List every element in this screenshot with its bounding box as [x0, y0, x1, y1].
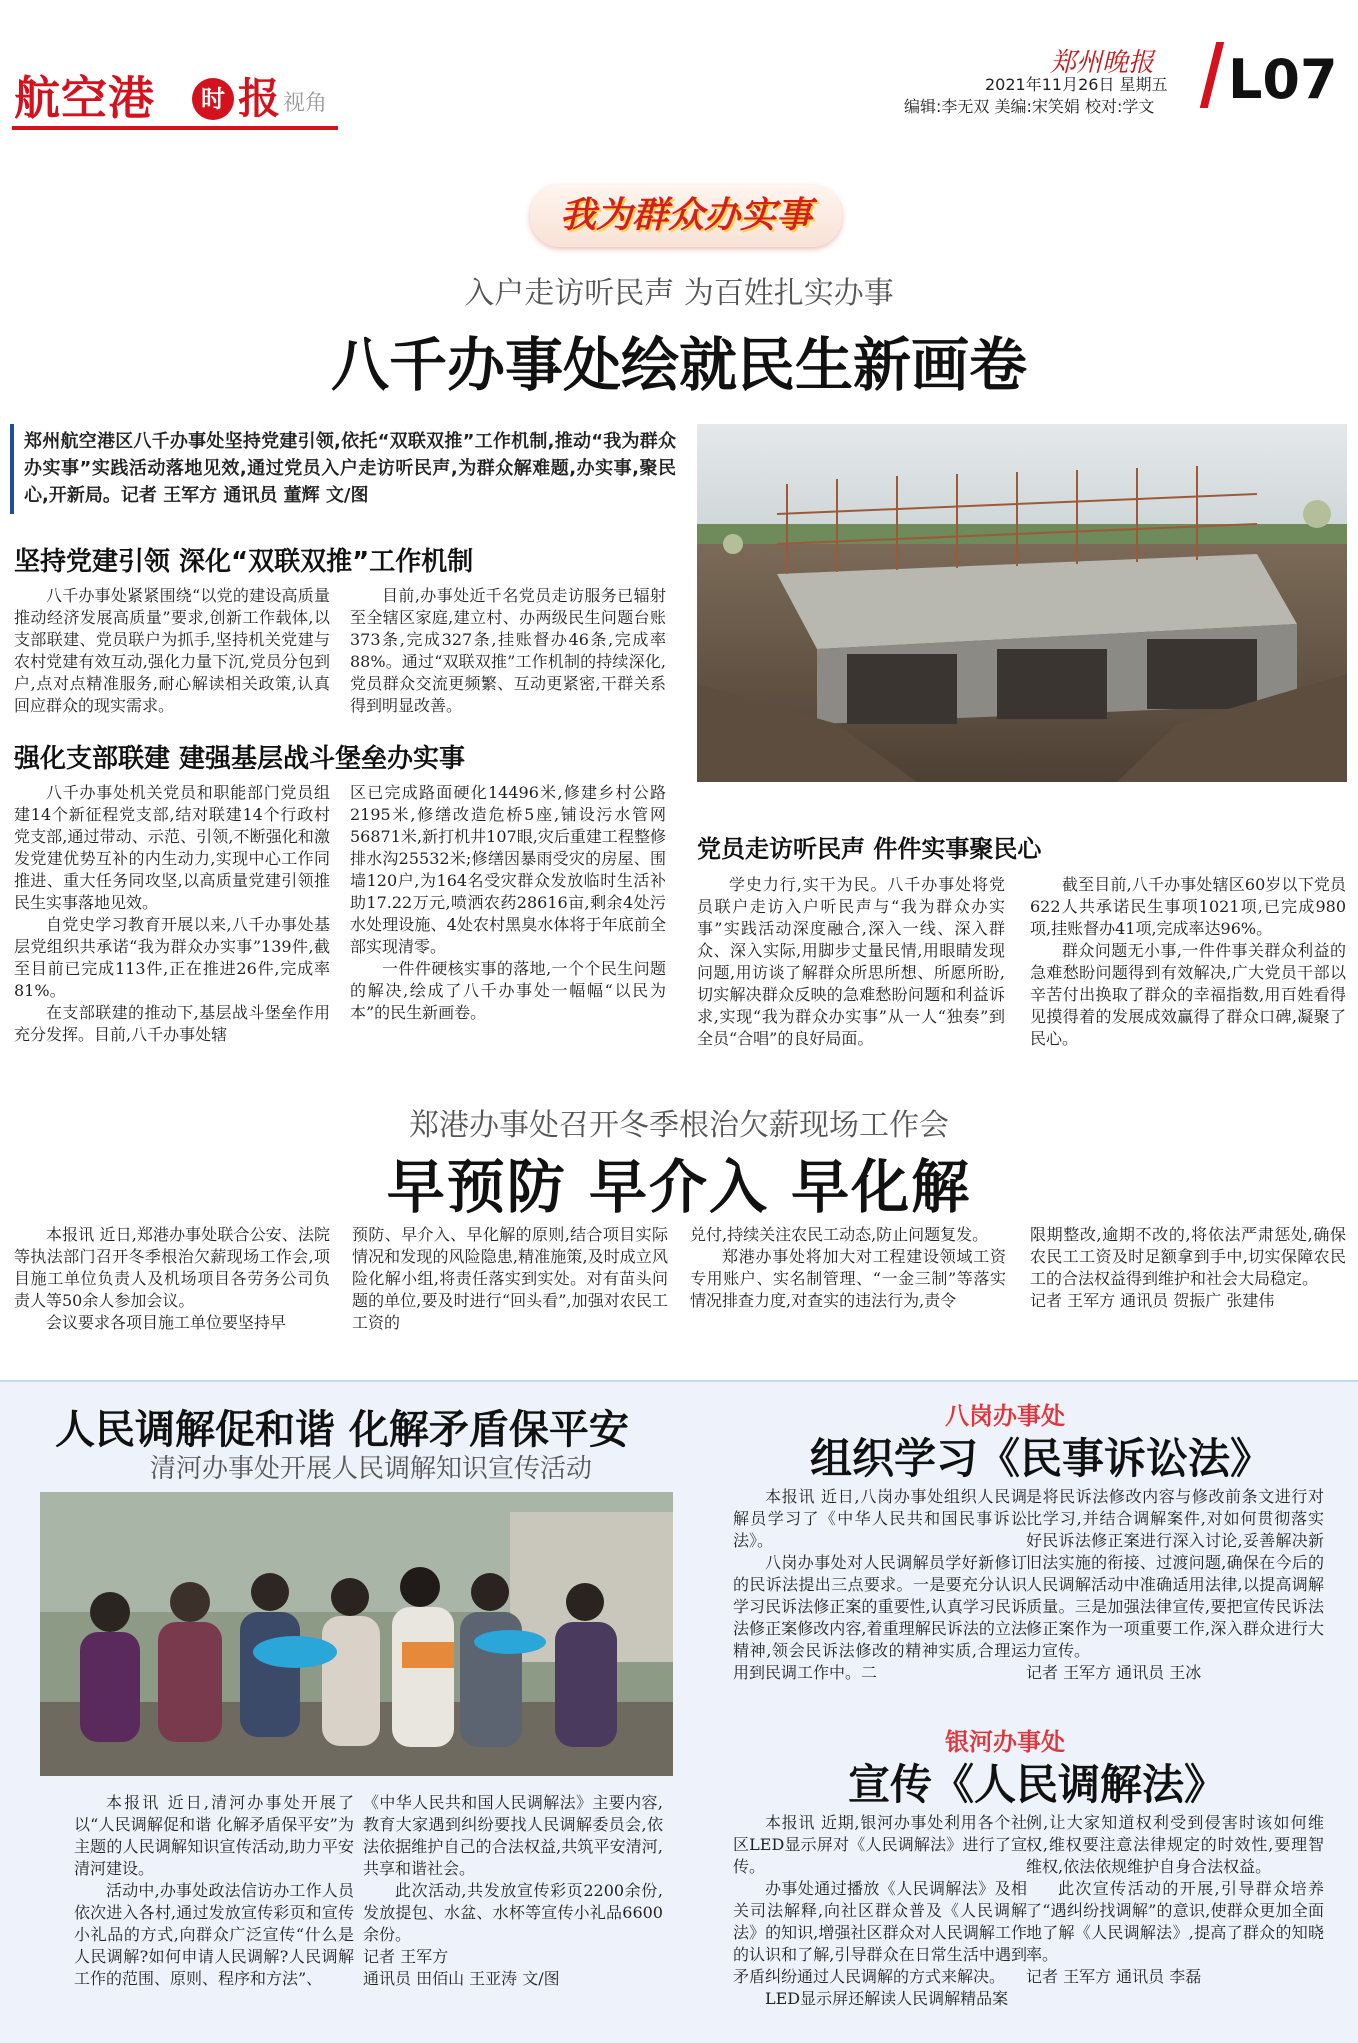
story1-headline: 八千办事处绘就民生新画卷 — [330, 331, 1027, 399]
page-slash-divider — [1200, 42, 1224, 108]
story1-lead: 郑州航空港区八千办事处坚持党建引领,依托“双联双推”工作机制,推动“我为群众办实事”实践活动落地见效,通过党员入户走访听民声,为群众解难题,办实事,聚民心,开新局。记者 王军方 通讯员 董辉 文/图 — [24, 431, 676, 506]
story2-kicker: 郑港办事处召开冬季根治欠薪现场工作会 — [409, 1108, 949, 1143]
story1-kicker: 入户走访听民声 为百姓扎实办事 — [464, 276, 894, 311]
issue-date: 2021年11月26日 星期五 — [985, 75, 1168, 94]
paragraph: 本报讯 近日,清河办事处开展了以“人民调解促和谐 化解矛盾保平安”为主题的人民调解知识宣传活动,助力平安清河建设。 — [74, 1793, 354, 1878]
paragraph: 是将民诉法修改内容与修改前条文进行对比学习,并结合调解案件,对如何贯彻落实好民诉法修正案进行深入讨论,妥善解决新旧法实施的衔接、过渡问题,确保在今后的人民调解活动中准确适用法律,以提高调解质量。三是加强法律宣传,要把宣传民诉法修正案作为一项重要工作,深入群众进行大力宣传。 — [1026, 1487, 1324, 1660]
paragraph: 会议要求各项目施工单位要坚持早 — [46, 1313, 287, 1332]
paragraph: 八千办事处紧紧围绕“以党的建设高质量推动经济发展高质量”要求,创新工作载体,以支部联建、党员联户为抓手,坚持机关党建与农村党建有效互动,强化力量下沉,党员分包到户,点对点精准服务,耐心解读相关政策,认真回应群众的现实需求。 — [14, 586, 330, 715]
paragraph: LED显示屏还解读人民调解精品案 — [765, 1989, 1009, 2008]
paragraph: 八千办事处机关党员和职能部门党员组建14个新征程党支部,结对联建14个行政村党支部,通过带动、示范、引领,不断强化和激发党建优势互补的内生动力,实现中心工作同推进、重大任务同攻坚,以高质量党建引领推民生实事落地见效。 — [14, 783, 330, 912]
story3-byline-reporter: 记者 王军方 — [363, 1947, 449, 1966]
story3-headline: 人民调解促和谐 化解矛盾保平安 — [55, 1407, 629, 1453]
story1-section3-col1 — [697, 874, 1005, 1050]
construction-photo — [697, 424, 1347, 782]
paragraph: 办事处通过播放《人民调解法》及相关司法解释,向社区群众普及《人民调解法》的知识,增强社区群众对人民调解工作的认识和了解,引导群众在日常生活中遇到矛盾纠纷通过人民调解的方式来解决。 — [733, 1879, 1027, 1986]
paragraph: 本报讯 近日,郑港办事处联合公安、法院等执法部门召开冬季根治欠薪现场工作会,项目施工单位负责人及机场项目各劳务公司负责人等50余人参加会议。 — [14, 1225, 330, 1310]
story4-col2 — [1026, 1486, 1324, 1684]
paragraph: 例,让大家知道权利受到侵害时该如何维权,维权要注意法律规定的时效性,要理智维权,依法依规维护自身合法权益。 — [1026, 1813, 1324, 1876]
paragraph: 在支部联建的推动下,基层战斗堡垒作用充分发挥。目前,八千办事处辖 — [14, 1003, 330, 1044]
section-badge: 时 — [192, 78, 234, 120]
story1-section2-col2 — [350, 782, 666, 1024]
story2-col3 — [690, 1224, 1006, 1312]
story1-section1-col1 — [14, 585, 330, 717]
paragraph: 活动中,办事处政法信访办工作人员依次进入各村,通过发放宣传彩页和宣传小礼品的方式,向群众广泛宣传“什么是人民调解?如何申请人民调解?人民调解工作的范围、原则、程序和方法”、 — [74, 1881, 354, 1988]
story4-byline: 记者 王军方 通讯员 王冰 — [1026, 1663, 1202, 1682]
story3-byline-correspondents: 通讯员 田佰山 王亚涛 文/图 — [363, 1969, 560, 1988]
section-name-3: 视角 — [283, 91, 328, 116]
paragraph: 八岗办事处对人民调解员学好新修订的民诉法提出三点要求。一是要充分认识学习民诉法修正案的重要性,认真学习民诉法修正案修改内容,着重理解民诉法的立法精神,领会民诉法修改的精神实质,合理运用到民调工作中。二 — [733, 1553, 1027, 1682]
paragraph: 自党史学习教育开展以来,八千办事处基层党组织共承诺“我为群众办实事”139件,截至目前已完成113件,正在推进26件,完成率81%。 — [14, 915, 330, 1000]
story1-subhead-2: 强化支部联建 建强基层战斗堡垒办实事 — [14, 744, 466, 774]
story2-headline: 早预防 早介入 早化解 — [386, 1153, 972, 1221]
section-name-2: 报 — [238, 74, 281, 123]
story3-kicker: 清河办事处开展人民调解知识宣传活动 — [150, 1454, 593, 1484]
paragraph: 本报讯 近日,八岗办事处组织人民调解员学习了《中华人民共和国民事诉讼法》。 — [733, 1487, 1027, 1550]
mediation-photo-illustration — [40, 1492, 673, 1776]
story5-organization: 银河办事处 — [945, 1728, 1065, 1756]
story1-subhead-1: 坚持党建引领 深化“双联双推”工作机制 — [14, 547, 474, 577]
story1-section1-col2 — [350, 585, 666, 717]
paragraph: 此次活动,共发放宣传彩页2200余份,发放提包、水盆、水杯等宣传小礼品6600余份。 — [363, 1881, 663, 1944]
paragraph: 限期整改,逾期不改的,将依法严肃惩处,确保农民工工资及时足额拿到手中,切实保障农民工的合法权益得到维护和社会大局稳定。 — [1030, 1225, 1346, 1288]
story5-byline: 记者 王军方 通讯员 李磊 — [1026, 1967, 1202, 1986]
story2-col4 — [1030, 1224, 1346, 1312]
paragraph: 此次宣传活动的开展,引导群众培养了“遇纠纷找调解”的意识,使群众更加全面地了解《人民调解法》,提高了群众的知晓率。 — [1026, 1879, 1324, 1964]
paragraph: 区已完成路面硬化14496米,修建乡村公路2195米,修缮改造危桥5座,铺设污水管网56871米,新打机井107眼,灾后重建工程整修排水沟25532米;修缮因暴雨受灾的房屋、围墙120户,为164名受灾群众发放临时生活补助17.22万元,喷洒农药28616亩,剩余4处污水处理设施、4处农村黑臭水体将于年底前全部实现清零。 — [350, 783, 666, 956]
editor-credit: 编辑:李无双 美编:宋笑娟 校对:学文 — [904, 97, 1155, 116]
paragraph: 兑付,持续关注农民工动态,防止问题复发。 — [690, 1225, 989, 1244]
paragraph: 预防、早介入、早化解的原则,结合项目实际情况和发现的风险隐患,精准施策,及时成立风险化解小组,将责任落实到实处。对有苗头问题的单位,要及时进行“回头看”,加强对农民工工资的 — [352, 1225, 668, 1332]
paragraph: 《中华人民共和国人民调解法》主要内容,教育大家遇到纠纷要找人民调解委员会,依法依据维护自己的合法权益,共筑平安清河,共享和谐社会。 — [363, 1793, 663, 1878]
lead-accent-bar — [10, 424, 14, 514]
paragraph: 目前,办事处近千名党员走访服务已辐射至全辖区家庭,建立村、办两级民生问题台账373条,完成327条,挂账督办46条,完成率88%。通过“双联双推”工作机制的持续深化,党员群众交流更频繁、互动更紧密,干群关系得到明显改善。 — [350, 586, 666, 715]
story5-headline: 宣传《人民调解法》 — [848, 1760, 1227, 1809]
story3-col2 — [363, 1792, 663, 1990]
paragraph: 群众问题无小事,一件件事关群众利益的急难愁盼问题得到有效解决,广大党员干部以辛苦付出换取了群众的幸福指数,用百姓看得见摸得着的发展成效赢得了群众口碑,凝聚了民心。 — [1030, 941, 1346, 1048]
mediation-campaign-photo — [40, 1492, 673, 1776]
paragraph: 截至目前,八千办事处辖区60岁以下党员622人共承诺民生事项1021项,已完成980项,挂账督办41项,完成率达96%。 — [1030, 875, 1346, 938]
paragraph: 本报讯 近期,银河办事处利用各个社区LED显示屏对《人民调解法》进行了宣传。 — [733, 1813, 1027, 1876]
construction-photo-illustration — [697, 424, 1347, 782]
story1-section2-col1 — [14, 782, 330, 1046]
paragraph: 学史力行,实干为民。八千办事处将党员联户走访入户听民声与“我为群众办实事”实践活动深度融合,深入一线、深入群众、深入实际,用脚步丈量民情,用眼睛发现问题,用访谈了解群众所思所想、所愿所盼,切实解决群众反映的急难愁盼问题和利益诉求,实现“我为群众办实事”从一人“独奏”到全员“合唱”的良好局面。 — [697, 875, 1005, 1048]
story1-subhead-3: 党员走访听民声 件件实事聚民心 — [697, 835, 1042, 863]
story1-section3-col2 — [1030, 874, 1346, 1050]
story4-col1 — [733, 1486, 1027, 1684]
paragraph: 郑港办事处将加大对工程建设领域工资专用账户、实名制管理、“一金三制”等落实情况排查力度,对查实的违法行为,责令 — [690, 1247, 1006, 1310]
story2-col2 — [352, 1224, 668, 1334]
section-name: 航空港 — [14, 71, 155, 125]
newspaper-masthead: 郑州晚报 — [1050, 48, 1155, 78]
story5-col1 — [733, 1812, 1027, 2010]
story2-col1 — [14, 1224, 330, 1334]
header-rule — [12, 126, 338, 130]
paragraph: 一件件硬核实事的落地,一个个民生问题的解决,绘成了八千办事处一幅幅“以民为本”的民生新画卷。 — [350, 959, 666, 1022]
story3-col1 — [74, 1792, 354, 1990]
campaign-banner: 我为群众办实事 — [530, 185, 842, 247]
story4-organization: 八岗办事处 — [945, 1402, 1065, 1430]
story5-col2 — [1026, 1812, 1324, 1988]
page-number: L07 — [1228, 48, 1338, 111]
story2-byline: 记者 王军方 通讯员 贺振广 张建伟 — [1030, 1291, 1275, 1310]
story4-headline: 组织学习《民事诉讼法》 — [810, 1434, 1273, 1483]
